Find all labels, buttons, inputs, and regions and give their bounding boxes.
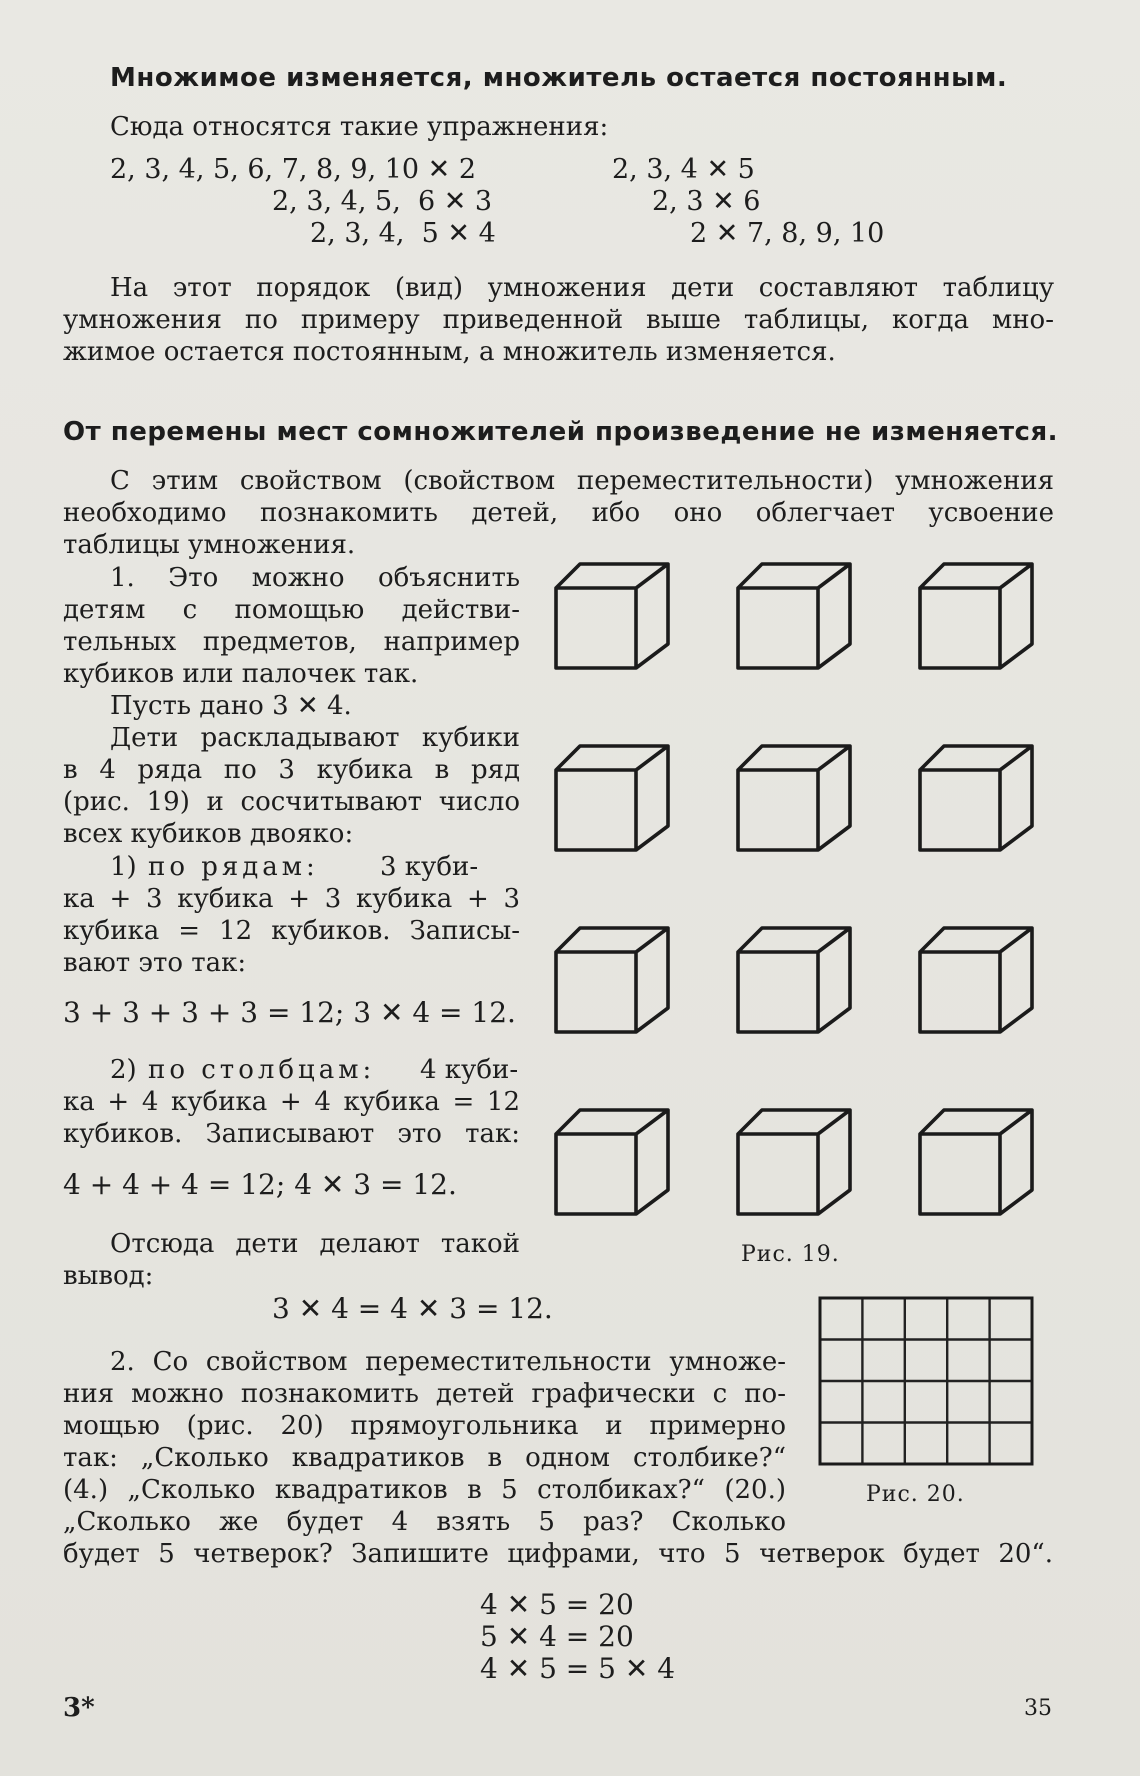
cube-r1-c1: [554, 562, 674, 672]
final-formula-2: 5 ✕ 4 = 20: [480, 1620, 634, 1653]
kids-line-3: (рис. 19) и сосчитывают число: [63, 787, 520, 817]
section1-intro: Сюда относятся такие упражнения:: [110, 112, 609, 142]
cube-r2-c3: [918, 744, 1038, 854]
exercise-right-line-2: 2, 3 ✕ 6: [652, 186, 761, 217]
formula-commutative: 3 ✕ 4 = 4 ✕ 3 = 12.: [272, 1292, 553, 1325]
figure-19-caption: Рис. 19.: [741, 1242, 840, 1267]
section1-heading: Множимое изменяется, множитель остается постоянным.: [110, 63, 1008, 93]
item2-line-2: ния можно познакомить детей графически с по-: [63, 1379, 786, 1409]
cube-r3-c3: [918, 926, 1038, 1036]
final-formula-3: 4 ✕ 5 = 5 ✕ 4: [480, 1652, 676, 1685]
cube-r3-c2: [736, 926, 856, 1036]
conclusion-line-1: Отсюда дети делают такой: [110, 1229, 520, 1259]
figure-20-grid: [818, 1296, 1034, 1466]
page-number: 35: [1024, 1696, 1052, 1721]
exercise-right-line-3: 2 ✕ 7, 8, 9, 10: [690, 218, 885, 249]
columns-line-1-end: 4 куби-: [420, 1055, 519, 1085]
columns-line-2: ка + 4 кубика + 4 кубика = 12: [63, 1087, 520, 1117]
item2-line-6: „Сколько же будет 4 взять 5 раз? Сколько: [63, 1507, 786, 1537]
cube-r2-c2: [736, 744, 856, 854]
given-expression: Пусть дано 3 ✕ 4.: [110, 691, 352, 721]
kids-line-4: всех кубиков двояко:: [63, 819, 354, 849]
rows-word: по рядам:: [148, 852, 319, 882]
rows-line-4: вают это так:: [63, 948, 247, 978]
formula-columns: 4 + 4 + 4 = 12; 4 ✕ 3 = 12.: [63, 1168, 457, 1201]
signature-mark: 3*: [63, 1693, 95, 1723]
exercise-left-line-3: 2, 3, 4, 5 ✕ 4: [310, 218, 496, 249]
formula-rows: 3 + 3 + 3 + 3 = 12; 3 ✕ 4 = 12.: [63, 996, 516, 1029]
final-formula-1: 4 ✕ 5 = 20: [480, 1588, 634, 1621]
item2-line-4: так: „Сколько квадратиков в одном столбике?“: [63, 1443, 786, 1473]
section2-intro-line-1: С этим свойством (свойством переместительности) умножения: [110, 466, 1054, 496]
item2-line-5: (4.) „Сколько квадратиков в 5 столбиках?“ (20.): [63, 1475, 786, 1505]
item1-line-2: детям с помощью действи-: [63, 595, 520, 625]
columns-word: по столбцам:: [148, 1055, 376, 1085]
cube-r1-c2: [736, 562, 856, 672]
exercise-right-line-1: 2, 3, 4 ✕ 5: [612, 154, 755, 185]
figure-20-caption: Рис. 20.: [866, 1482, 965, 1507]
rows-line-3: кубика = 12 кубиков. Записы-: [63, 916, 520, 946]
cube-r4-c1: [554, 1108, 674, 1218]
rows-line-1-end: 3 куби-: [380, 852, 479, 882]
columns-line-3: кубиков. Записывают это так:: [63, 1119, 520, 1149]
cube-r2-c1: [554, 744, 674, 854]
item1-line-3: тельных предметов, например: [63, 627, 520, 657]
rows-line-2: ка + 3 кубика + 3 кубика + 3: [63, 884, 520, 914]
rows-number: 1): [110, 852, 137, 882]
kids-line-1: Дети раскладывают кубики: [110, 723, 520, 753]
section2-intro-line-3: таблицы умножения.: [63, 530, 356, 560]
section1-paragraph-line-3: жимое остается постоянным, а множитель изменяется.: [63, 337, 836, 367]
exercise-left-line-2: 2, 3, 4, 5, 6 ✕ 3: [272, 186, 493, 217]
item2-line-7: будет 5 четверок? Запишите цифрами, что 5 четверок будет 20“.: [63, 1539, 1053, 1569]
item2-line-3: мощью (рис. 20) прямоугольника и примерно: [63, 1411, 786, 1441]
section2-heading: От перемены мест сомножителей произведение не изменяется.: [63, 417, 1059, 447]
kids-line-2: в 4 ряда по 3 кубика в ряд: [63, 755, 520, 785]
item1-line-1: 1. Это можно объяснить: [110, 563, 520, 593]
cube-r3-c1: [554, 926, 674, 1036]
exercise-left-line-1: 2, 3, 4, 5, 6, 7, 8, 9, 10 ✕ 2: [110, 154, 477, 185]
cube-r4-c2: [736, 1108, 856, 1218]
item2-line-1: 2. Со свойством переместительности умноже-: [110, 1347, 786, 1377]
conclusion-line-2: вывод:: [63, 1261, 154, 1291]
item1-line-4: кубиков или палочек так.: [63, 659, 419, 689]
cube-r1-c3: [918, 562, 1038, 672]
section1-paragraph-line-1: На этот порядок (вид) умножения дети составляют таблицу: [110, 273, 1054, 303]
cube-r4-c3: [918, 1108, 1038, 1218]
columns-number: 2): [110, 1055, 137, 1085]
section2-intro-line-2: необходимо познакомить детей, ибо оно облегчает усвоение: [63, 498, 1054, 528]
section1-paragraph-line-2: умножения по примеру приведенной выше таблицы, когда мно-: [63, 305, 1054, 335]
